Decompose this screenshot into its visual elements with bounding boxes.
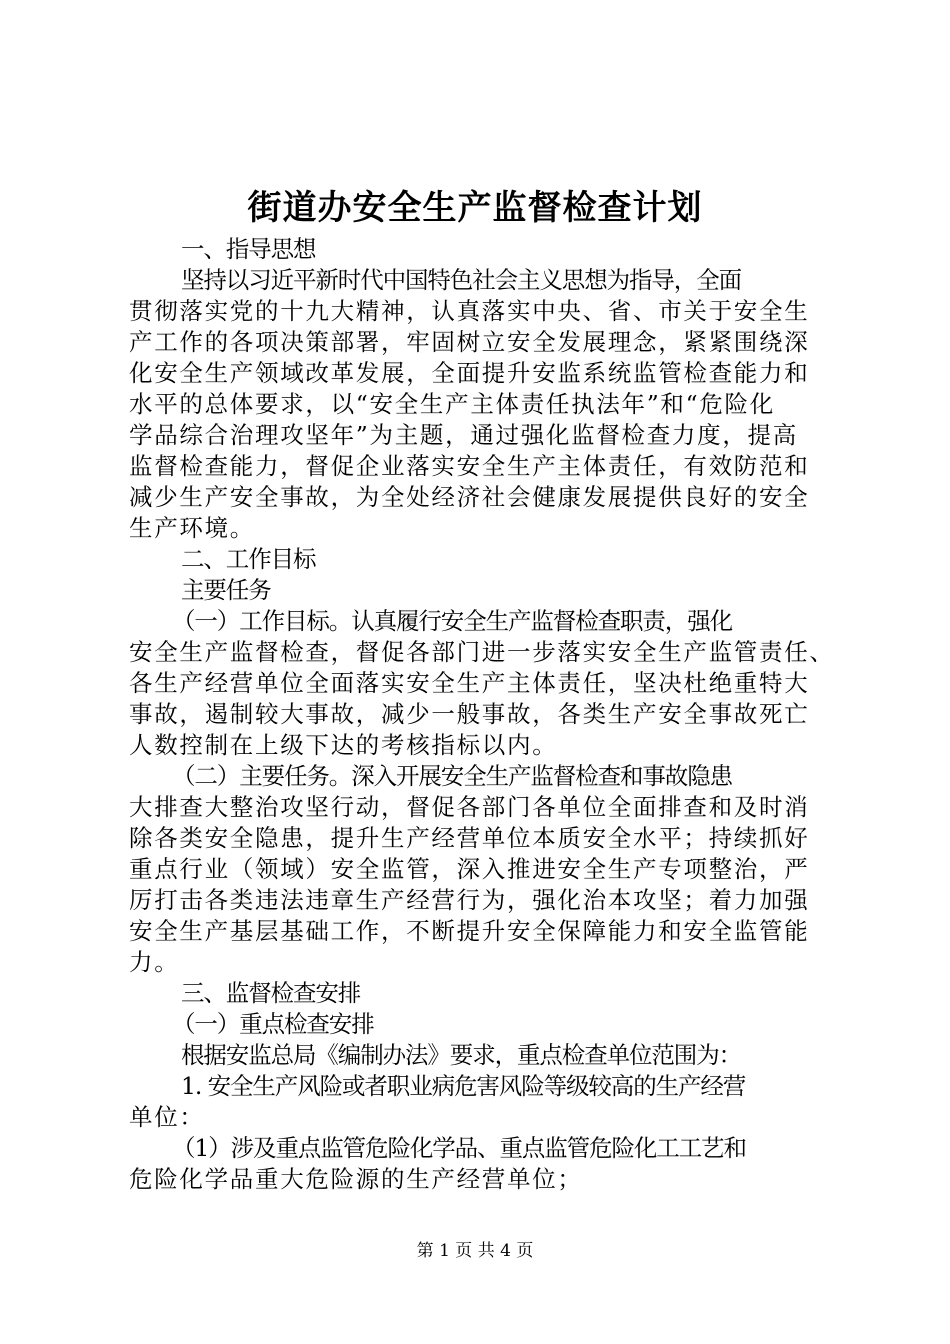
paragraph-line: 大排查大整治攻坚行动，督促各部门各单位全面排查和及时消 (129, 793, 810, 821)
paragraph-line: 人数控制在上级下达的考核指标以内。 (129, 731, 558, 759)
paragraph-line: 力。 (129, 948, 180, 976)
heading-main-tasks: 主要任务 (181, 576, 271, 604)
paragraph-line: （二）主要任务。深入开展安全生产监督检查和事故隐患 (172, 762, 732, 790)
paragraph-line: 单位： (129, 1103, 205, 1131)
paragraph-line: 安全生产基层基础工作，不断提升安全保障能力和安全监管能 (129, 917, 810, 945)
paragraph-line: 水平的总体要求，以“安全生产主体责任执法年”和“危险化 (129, 390, 775, 418)
paragraph-line: 1. 安全生产风险或者职业病危害风险等级较高的生产经营 (181, 1072, 746, 1100)
paragraph-line: 除各类安全隐患，提升生产经营单位本质安全水平；持续抓好 (129, 824, 810, 852)
paragraph-line: 危险化学品重大危险源的生产经营单位； (129, 1165, 583, 1193)
paragraph-line: 厉打击各类违法违章生产经营行为，强化治本攻坚；着力加强 (129, 886, 810, 914)
paragraph-line: 根据安监总局《编制办法》要求，重点检查单位范围为： (181, 1041, 741, 1069)
paragraph-line: 重点行业（领域）安全监管，深入推进安全生产专项整治，严 (129, 855, 810, 883)
heading-key-inspection: （一）重点检查安排 (172, 1010, 374, 1038)
paragraph-line: 坚持以习近平新时代中国特色社会主义思想为指导，全面 (181, 266, 741, 294)
paragraph-line: （一）工作目标。认真履行安全生产监督检查职责，强化 (172, 607, 732, 635)
heading-inspection-arrangement: 三、监督检查安排 (181, 979, 361, 1007)
paragraph-line: 监督检查能力，督促企业落实安全生产主体责任，有效防范和 (129, 452, 810, 480)
paragraph-line: （1）涉及重点监管危险化学品、重点监管危险化工工艺和 (172, 1134, 746, 1162)
paragraph-line: 产工作的各项决策部署，牢固树立安全发展理念，紧紧围绕深 (129, 328, 810, 356)
heading-work-goals: 二、工作目标 (181, 545, 316, 573)
paragraph-line: 各生产经营单位全面落实安全生产主体责任，坚决杜绝重特大 (129, 669, 810, 697)
paragraph-line: 学品综合治理攻坚年”为主题，通过强化监督检查力度，提高 (129, 421, 798, 449)
paragraph-line: 安全生产监督检查，督促各部门进一步落实安全生产监管责任、 (129, 638, 835, 666)
paragraph-line: 减少生产安全事故，为全处经济社会健康发展提供良好的安全 (129, 483, 810, 511)
paragraph-line: 贯彻落实党的十九大精神，认真落实中央、省、市关于安全生 (129, 297, 810, 325)
heading-guiding-thought: 一、指导思想 (181, 235, 316, 263)
paragraph-line: 化安全生产领域改革发展，全面提升安监系统监管检查能力和 (129, 359, 810, 387)
document-title: 街道办安全生产监督检查计划 (247, 188, 703, 228)
paragraph-line: 事故，遏制较大事故，减少一般事故，各类生产安全事故死亡 (129, 700, 810, 728)
paragraph-line: 生产环境。 (129, 514, 255, 542)
page-footer: 第 1 页 共 4 页 (416, 1241, 534, 1261)
